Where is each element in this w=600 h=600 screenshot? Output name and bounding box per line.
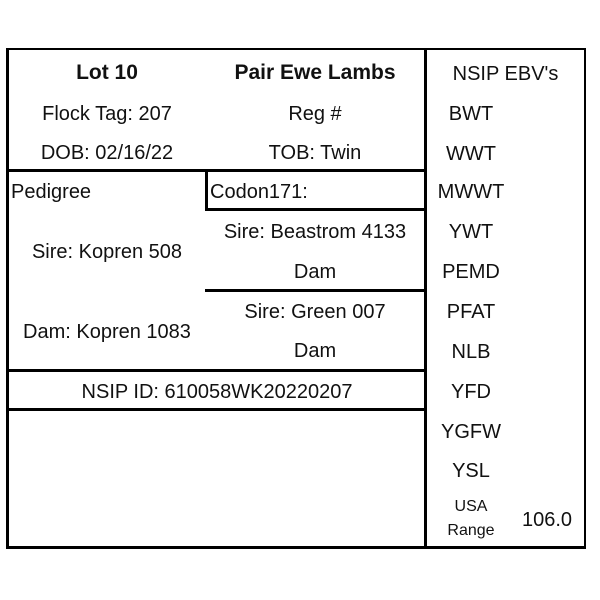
header-rule: [8, 169, 426, 172]
dam-name: Dam: Kopren 1083: [23, 321, 191, 343]
flock-tag: Flock Tag: 207: [42, 103, 172, 125]
nsip-id: NSIP ID: 610058WK20220207: [81, 381, 353, 403]
ebv-item-nlb: NLB: [451, 341, 491, 363]
ebv-item-pemd: PEMD: [442, 261, 500, 283]
right-border: [584, 48, 586, 548]
nsip-id-top-rule: [8, 369, 426, 372]
ebv-item-pfat: PFAT: [446, 301, 496, 323]
ebv-item-bwt: BWT: [448, 103, 494, 125]
listing-title: Pair Ewe Lambs: [234, 61, 396, 84]
reg-number-label: Reg #: [288, 103, 342, 125]
ebv-item-ysl: YSL: [452, 460, 490, 482]
dam-sire-name: Sire: Green 007: [244, 301, 386, 323]
sire-name: Sire: Kopren 508: [31, 241, 183, 263]
pedigree-label: Pedigree: [11, 181, 92, 203]
codon-underline: [205, 208, 426, 211]
pedigree-column-divider: [205, 170, 208, 210]
lot-number: Lot 10: [76, 61, 138, 84]
sire-dam-name: Dam: [293, 261, 337, 283]
ebv-title: NSIP EBV's: [452, 63, 559, 85]
usa-range-value: 106.0: [522, 509, 573, 531]
top-border: [6, 48, 586, 50]
bottom-border: [6, 546, 586, 549]
grandsire-divider: [205, 289, 426, 292]
date-of-birth: DOB: 02/16/22: [40, 142, 174, 164]
dam-dam-name: Dam: [293, 340, 337, 362]
ebv-item-ywt: YWT: [448, 221, 494, 243]
ebv-item-yfd: YFD: [451, 381, 491, 403]
sire-sire-name: Sire: Beastrom 4133: [223, 221, 407, 243]
ebv-item-wwt: WWT: [446, 143, 496, 165]
type-of-birth: TOB: Twin: [268, 142, 362, 164]
usa-range-label-range: Range: [447, 522, 495, 539]
codon171-label: Codon171:: [210, 181, 308, 203]
nsip-id-bottom-rule: [8, 408, 426, 411]
usa-range-label-usa: USA: [454, 498, 488, 515]
ebv-item-ygfw: YGFW: [441, 421, 501, 443]
ebv-item-mwwt: MWWT: [437, 181, 505, 203]
